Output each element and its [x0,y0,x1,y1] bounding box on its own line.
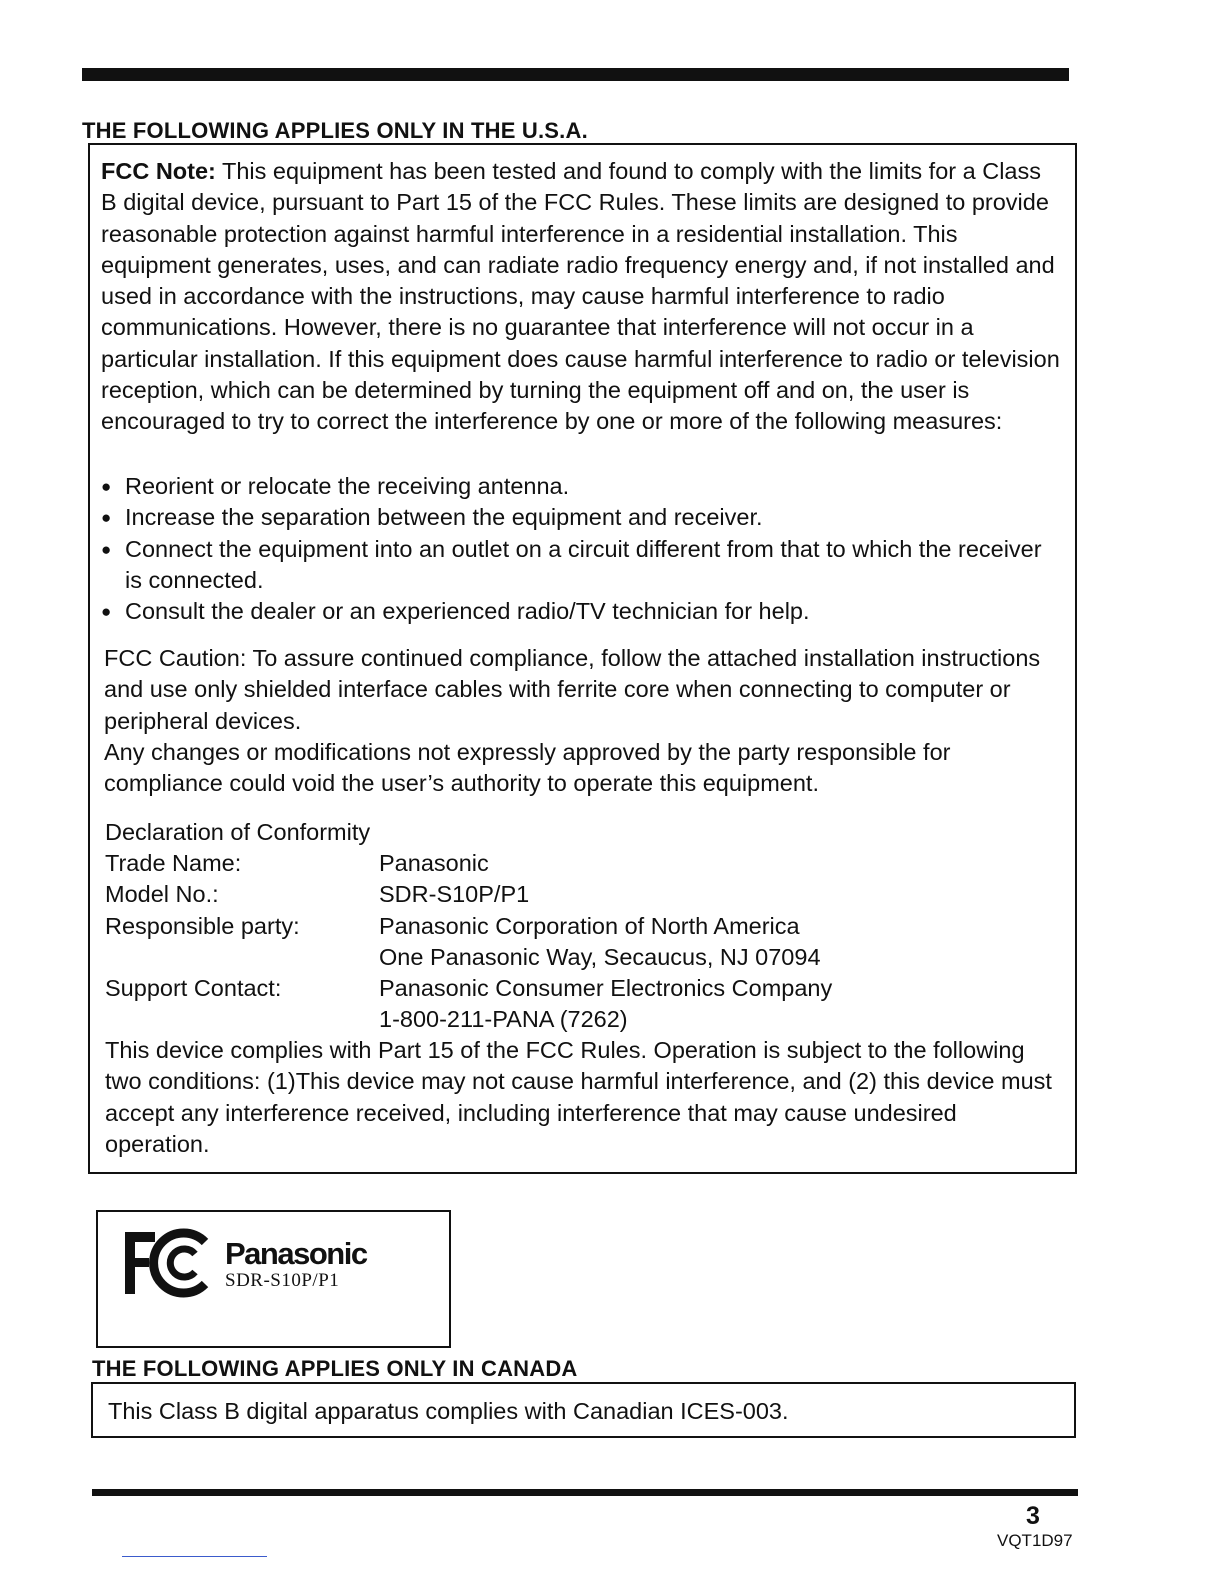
fcc-note-label: FCC Note: [101,158,216,184]
top-rule [82,68,1069,81]
logo-model-number: SDR-S10P/P1 [225,1270,340,1291]
compliance-statement: This device complies with Part 15 of the FCC Rules. Operation is subject to the following two conditions: (1)This device may not cause harmful interference, and (2) this device must accept any interference received, including interference that may cause undesired operation. [105,1037,1052,1157]
fcc-logo-icon [123,1228,213,1298]
fcc-note-text: This equipment has been tested and found to comply with the limits for a Class B digital device, pursuant to Part 15 of the FCC Rules. These limits are designed to provide reasonable protection against harmful interference in a residential installation. This equipment generates, uses, and can radiate radio frequency energy and, if not installed and used in accordance with the instructions, may cause harmful interference to radio communications. However, there is no guarantee that interference will not occur in a particular installation. If this equipment does cause harmful interference to radio or television reception, which can be determined by turning the equipment off and on, the user is encouraged to try to correct the interference by one or more of the following measures: [101,158,1060,435]
trade-name-value: Panasonic [379,850,489,876]
fcc-caution-paragraph: FCC Caution: To assure continued compliance, follow the attached installation instructions and use only shielded interface cables with ferrite core when connecting to computer or peripheral devices. [104,645,1041,734]
canada-statement: This Class B digital apparatus complies with Canadian ICES-003. [108,1398,789,1424]
responsible-party-line2: One Panasonic Way, Secaucus, NJ 07094 [379,944,821,970]
page-number: 3 [1026,1502,1040,1530]
usa-heading: THE FOLLOWING APPLIES ONLY IN THE U.S.A. [82,118,588,143]
brand-logo: Panasonic [225,1236,367,1271]
footer-link-line [122,1556,267,1557]
model-label: Model No.: [105,881,219,907]
canada-heading: THE FOLLOWING APPLIES ONLY IN CANADA [92,1356,578,1381]
support-contact-line1: Panasonic Consumer Electronics Company [379,975,833,1001]
list-item: ● Connect the equipment into an outlet on a circuit different from that to which the receiver is connected. [101,534,1061,597]
declaration-title: Declaration of Conformity [105,819,371,845]
bottom-rule [92,1489,1078,1496]
measures-list [101,471,1061,627]
list-item: ● Reorient or relocate the receiving antenna. [101,471,1061,502]
support-contact-label: Support Contact: [105,975,282,1001]
document-code: VQT1D97 [997,1531,1073,1550]
responsible-party-label: Responsible party: [105,913,300,939]
list-item: ● Increase the separation between the equipment and receiver. [101,502,1061,533]
list-item: ● Consult the dealer or an experienced radio/TV technician for help. [101,596,1061,627]
trade-name-label: Trade Name: [105,850,242,876]
modifications-paragraph: Any changes or modifications not expressly approved by the party responsible for compliance could void the user’s authority to operate this equipment. [104,739,951,797]
model-value: SDR-S10P/P1 [379,881,530,907]
fcc-note-paragraph [101,156,1061,438]
support-contact-line2: 1-800-211-PANA (7262) [379,1006,628,1032]
responsible-party-line1: Panasonic Corporation of North America [379,913,800,939]
